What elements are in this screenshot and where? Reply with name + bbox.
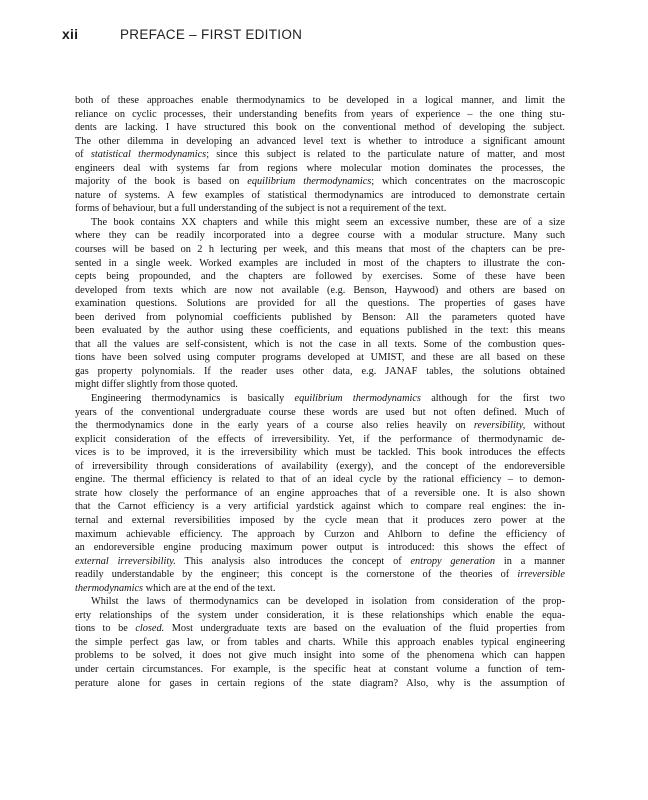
text-line: the thermodynamics done in the early years of a course also relies heavily on reversibility, without [75, 420, 565, 432]
text-line: perature alone for gases in certain regions of the state diagram? Also, why is the assumption of [75, 677, 565, 689]
page-header [62, 26, 302, 42]
text-line: developed from texts which are now not available (e.g. Benson, Haywood) and others are based on [75, 284, 565, 296]
text-line: readily understandable by the engineer; this concept is the cornerstone of the theories of irreversible [75, 569, 565, 581]
text-line: problems to be solved, it does not give much insight into some of the phenomena which can happen [75, 650, 565, 662]
text-line: examination questions. Solutions are provided for all the questions. The properties of gases have [75, 298, 565, 310]
text-line: engine. The thermal efficiency is related to that of an ideal cycle by the rational efficiency – to demon- [75, 474, 565, 486]
text-line: of irreversibility through considerations of availability (exergy), and the concept of the endoreversible [75, 460, 565, 472]
text-line: sented in a single week. Worked examples are included in most of the chapters to illustrate the con- [75, 257, 565, 269]
text-line: Whilst the laws of thermodynamics can be developed in isolation from consideration of the prop- [91, 596, 565, 608]
text-line: forms of behaviour, but a full understanding of the subject is not a requirement of the text. [75, 203, 447, 215]
page-number: xii [62, 26, 79, 42]
text-line: external irreversibility. This analysis also introduces the concept of entropy generation in a manner [75, 555, 565, 567]
text-line: courses will be based on 2 h lecturing per week, and this means that most of the chapters can be pre- [75, 244, 565, 256]
text-line: erty relationships of the system under consideration, it is these relationships which enable the equa- [75, 609, 565, 621]
text-line: an endoreversible engine producing maximum power output is introduced: this shows the effect of [75, 542, 565, 554]
text-line: that the Carnot efficiency is a very artificial yardstick against which to compare real engines: the in- [75, 501, 565, 513]
text-line: been derived from polynomial coefficients published by Benson: All the parameters quoted have [75, 311, 565, 323]
text-line: cepts being propounded, and the chapters are followed by exercises. Some of these have been [75, 271, 565, 283]
text-line: thermodynamics which are at the end of the text. [75, 582, 276, 594]
running-title: PREFACE – FIRST EDITION [120, 27, 303, 42]
text-line: reliance on cyclic processes, their understanding benefits from years of experience – the one thing stu- [75, 108, 565, 120]
text-line: the simple perfect gas law, or from tables and charts. While this approach enables typical engineering [75, 636, 565, 648]
text-line: engineers deal with systems far from regions where molecular motion dominates the processes, the [75, 162, 565, 174]
text-line: dents are lacking. I have structured this book on the conventional method of developing the subject. [75, 122, 565, 134]
text-line: nature of systems. A few examples of statistical thermodynamics are introduced to demonstrate certain [75, 189, 565, 201]
text-line: tions to be closed. Most undergraduate texts are based on the evaluation of the fluid properties from [75, 623, 565, 635]
text-line: been evaluated by the author using these coefficients, and equations published in the text: this means [75, 325, 565, 337]
text-line: explicit consideration of the effects of irreversibility. Yet, if the performance of thermodynamic de- [75, 433, 565, 445]
text-line: maximum achievable efficiency. The approach by Curzon and Ahlborn to define the efficiency of [75, 528, 565, 540]
text-line: that all the values are self-consistent, which is not the case in all texts. Some of the combustion ques- [75, 338, 565, 350]
text-line: where they can be readily incorporated into a degree course with a modular structure. Many such [75, 230, 565, 242]
text-line: might differ slightly from those quoted. [75, 379, 238, 391]
preface-body-text [75, 94, 565, 690]
text-line: of statistical thermodynamics; since this subject is related to the particulate nature of matter, and most [75, 149, 565, 161]
text-line: The book contains XX chapters and while this might seem an excessive number, these are of a size [91, 216, 565, 228]
text-line: majority of the book is based on equilibrium thermodynamics; which concentrates on the macroscopic [75, 176, 565, 188]
text-line: ternal and external reversibilities imposed by the cycle mean that it produces zero power at the [75, 514, 565, 526]
text-line: vices is to be improved, it is the irreversibility which must be tackled. This book introduces the effects [75, 447, 565, 459]
text-line: Engineering thermodynamics is basically equilibrium thermodynamics although for the first two [91, 393, 565, 405]
text-line: both of these approaches enable thermodynamics to be developed in a logical manner, and limit the [75, 95, 565, 106]
text-line: gas property polynomials. If the reader uses other data, e.g. JANAF tables, the solutions obtained [75, 365, 565, 377]
text-line: The other dilemma in developing an advanced level text is whether to introduce a significant amount [75, 135, 565, 147]
text-line: under certain circumstances. For example, is the specific heat at constant volume a function of tem- [75, 663, 565, 675]
text-line: tions have been solved using computer programs developed at UMIST, and these are all based on these [75, 352, 565, 364]
text-line: strate how closely the performance of an engine approaches that of a reversible one. It is also shown [75, 487, 565, 499]
text-line: years of the conventional undergraduate course these words are used but not often defined. Much of [75, 406, 565, 418]
